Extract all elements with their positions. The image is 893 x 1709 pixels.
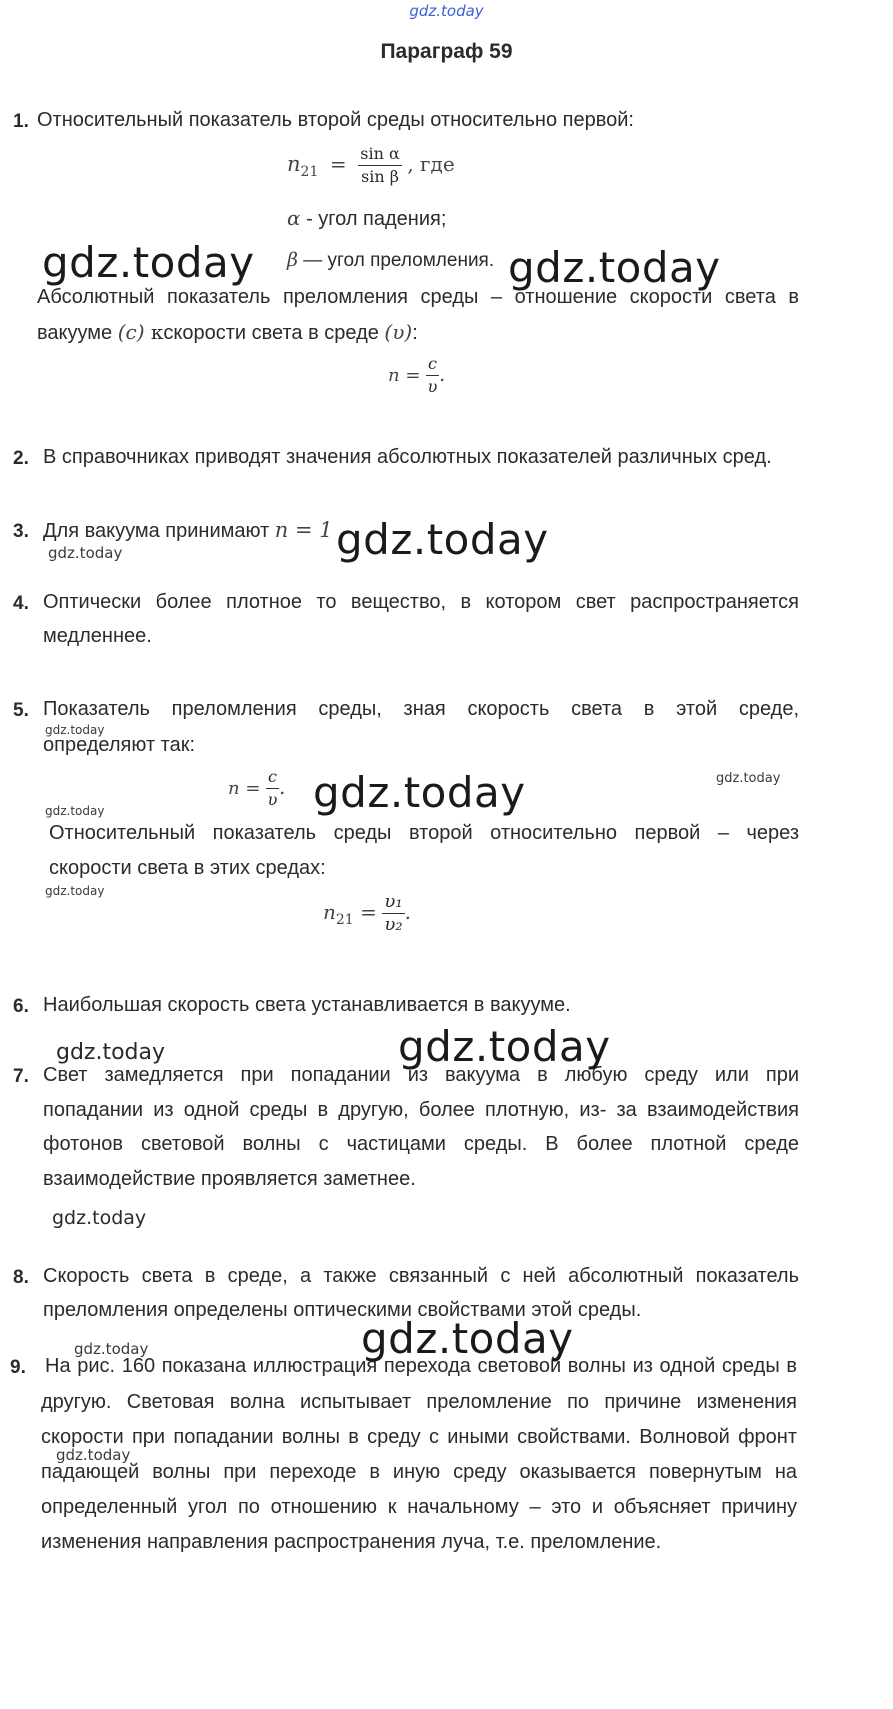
index-speed-formula: n = $\frac{c}{\upsilon}$ .	[228, 767, 286, 809]
item-text: Для вакуума принимают n = 1	[43, 518, 333, 542]
watermark: gdz.today	[42, 238, 255, 287]
item-text: преломления определены оптическими свойствами этой среды.	[43, 1299, 642, 1321]
item-number: 4.	[13, 593, 29, 614]
watermark: gdz.today	[45, 723, 105, 737]
item-text: Наибольшая скорость света устанавливается в вакууме.	[43, 994, 571, 1016]
item-text: взаимодействие проявляется заметнее.	[43, 1168, 416, 1190]
item-text: скорости света в этих средах:	[49, 857, 326, 879]
watermark: gdz.today	[45, 884, 105, 898]
item-number: 8.	[13, 1267, 29, 1288]
item-number: 9.	[10, 1357, 26, 1378]
watermark: gdz.today	[600, 1600, 665, 1615]
beta-definition: β — угол преломления.	[287, 249, 495, 271]
watermark: gdz.today	[600, 1640, 665, 1655]
refraction-formula: $n_{21}$ = $\frac{\text{sin α}}{\text{sin β}}$ , где	[287, 144, 455, 186]
watermark: gdz.today	[716, 771, 781, 786]
watermark: gdz.today	[52, 1207, 147, 1229]
item-text: Скорость света в среде, а также связанный с ней абсолютный показатель	[43, 1265, 799, 1287]
item-text: Свет замедляется при попадании из вакуума в любую среду или при	[43, 1064, 799, 1086]
item-text: определенный угол по отношению к начальному – это и объясняет причину	[41, 1496, 797, 1518]
item-number: 3.	[13, 521, 29, 542]
item-text: медленнее.	[43, 625, 152, 647]
item-text: Оптически более плотное то вещество, в котором свет распространяется	[43, 591, 799, 613]
relative-index-speed-formula: $n_{21}$ = $\frac{\text{υ₁}}{\text{υ₂}}$ .	[323, 891, 411, 935]
item-text: вакууме (c) кскорости света в среде (υ):	[37, 320, 418, 344]
item-number: 6.	[13, 996, 29, 1017]
watermark: gdz.today	[398, 1022, 611, 1071]
absolute-index-formula: n = $\frac{c}{\upsilon}$ .	[388, 354, 446, 396]
watermark: gdz.today	[313, 768, 526, 817]
item-text: изменения направления распространения луча, т.е. преломление.	[41, 1531, 662, 1553]
watermark: gdz.today	[74, 1340, 149, 1358]
watermark: gdz.today	[48, 544, 123, 562]
watermark: gdz.today	[56, 1446, 131, 1464]
header-watermark: gdz.today	[409, 2, 484, 20]
item-text: определяют так:	[43, 734, 196, 756]
item-text: Абсолютный показатель преломления среды – отношение скорости света в	[37, 286, 799, 308]
item-text: Относительный показатель второй среды относительно первой:	[37, 109, 634, 131]
item-text: Относительный показатель среды второй относительно первой – через	[49, 822, 799, 844]
watermark: gdz.today	[45, 804, 105, 818]
watermark: gdz.today	[336, 515, 549, 564]
item-text: В справочниках приводят значения абсолютных показателей различных сред.	[43, 446, 772, 468]
item-text: скорости при попадании волны в среду с иными свойствами. Волновой фронт	[41, 1426, 797, 1448]
item-text: Показатель преломления среды, зная скорость света в этой среде,	[43, 698, 799, 720]
item-number: 7.	[13, 1066, 29, 1087]
item-text: На рис. 160 показана иллюстрация перехода световой волны из одной среды в	[45, 1355, 797, 1377]
page-title: Параграф 59	[380, 40, 513, 63]
item-text: другую. Световая волна испытывает преломление по причине изменения	[41, 1391, 797, 1413]
alpha-definition: α - угол падения;	[287, 206, 447, 230]
item-number: 2.	[13, 448, 29, 469]
watermark: gdz.today	[56, 1040, 166, 1065]
item-number: 1.	[13, 111, 29, 132]
item-number: 5.	[13, 700, 29, 721]
item-text: фотонов световой волны с частицами среды. В более плотной среде	[43, 1133, 799, 1155]
watermark: gdz.today	[361, 1314, 574, 1363]
item-text: падающей волны при переходе в иную среду оказывается повернутым на	[41, 1461, 797, 1483]
item-text: попадании из одной среды в другую, более плотную, из- за взаимодействия	[43, 1099, 799, 1121]
watermark: gdz.today	[508, 243, 721, 292]
